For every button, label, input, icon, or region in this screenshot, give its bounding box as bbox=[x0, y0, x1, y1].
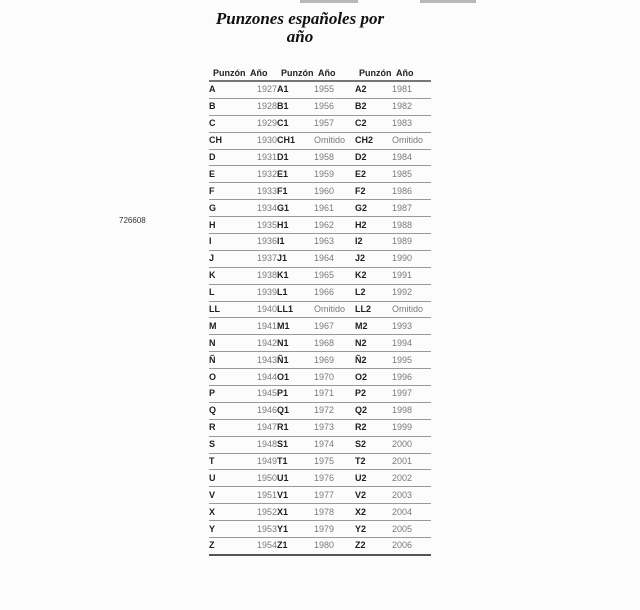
header-punzon: Punzón bbox=[209, 66, 246, 81]
hallmark-letter: D1 bbox=[277, 149, 314, 166]
hallmark-letter: A1 bbox=[277, 81, 314, 98]
hallmark-letter: X2 bbox=[355, 504, 392, 521]
hallmark-year: 1991 bbox=[392, 267, 431, 284]
side-note: 726608 bbox=[119, 216, 146, 225]
hallmark-letter: T1 bbox=[277, 453, 314, 470]
hallmark-year: 1960 bbox=[314, 183, 355, 200]
hallmark-letter: F2 bbox=[355, 183, 392, 200]
hallmark-year: 1938 bbox=[246, 267, 277, 284]
hallmark-year: 1970 bbox=[314, 369, 355, 386]
hallmark-year: 1993 bbox=[392, 318, 431, 335]
hallmark-letter: S2 bbox=[355, 436, 392, 453]
hallmark-year: 1992 bbox=[392, 284, 431, 301]
hallmark-year: Omitido bbox=[392, 132, 431, 149]
hallmark-year: 1977 bbox=[314, 487, 355, 504]
hallmark-letter: H bbox=[209, 217, 246, 234]
hallmark-letter: N2 bbox=[355, 335, 392, 352]
table-header-row bbox=[209, 66, 431, 81]
hallmark-letter: I1 bbox=[277, 234, 314, 251]
hallmark-year: 1967 bbox=[314, 318, 355, 335]
hallmark-letter: B2 bbox=[355, 98, 392, 115]
table-row bbox=[209, 386, 431, 403]
hallmark-year: 1987 bbox=[392, 200, 431, 217]
hallmark-letter: O1 bbox=[277, 369, 314, 386]
hallmark-year: 1983 bbox=[392, 115, 431, 132]
hallmark-year: 2006 bbox=[392, 538, 431, 555]
hallmark-letter: C bbox=[209, 115, 246, 132]
hallmark-letter: M1 bbox=[277, 318, 314, 335]
table-row bbox=[209, 183, 431, 200]
table-row bbox=[209, 234, 431, 251]
hallmark-letter: G1 bbox=[277, 200, 314, 217]
hallmark-letter: B1 bbox=[277, 98, 314, 115]
hallmark-year: 1948 bbox=[246, 436, 277, 453]
table-row bbox=[209, 487, 431, 504]
hallmark-letter: N1 bbox=[277, 335, 314, 352]
hallmark-year: 1975 bbox=[314, 453, 355, 470]
hallmark-year: 1982 bbox=[392, 98, 431, 115]
hallmark-year: 1981 bbox=[392, 81, 431, 98]
hallmark-letter: V2 bbox=[355, 487, 392, 504]
hallmark-year: 1940 bbox=[246, 301, 277, 318]
hallmark-letter: G2 bbox=[355, 200, 392, 217]
table-row bbox=[209, 98, 431, 115]
table-row bbox=[209, 318, 431, 335]
table-row bbox=[209, 521, 431, 538]
hallmark-year: 1953 bbox=[246, 521, 277, 538]
table-row bbox=[209, 81, 431, 98]
hallmark-year: 1965 bbox=[314, 267, 355, 284]
table-row bbox=[209, 301, 431, 318]
header-ano: Año bbox=[314, 66, 355, 81]
table-row bbox=[209, 453, 431, 470]
hallmark-year: 1952 bbox=[246, 504, 277, 521]
hallmark-letter: CH2 bbox=[355, 132, 392, 149]
hallmark-letter: K2 bbox=[355, 267, 392, 284]
hallmark-letter: C2 bbox=[355, 115, 392, 132]
hallmark-year: 1939 bbox=[246, 284, 277, 301]
hallmark-letter: D bbox=[209, 149, 246, 166]
hallmark-letter: S1 bbox=[277, 436, 314, 453]
table-row bbox=[209, 200, 431, 217]
hallmark-year: 1929 bbox=[246, 115, 277, 132]
table-row bbox=[209, 419, 431, 436]
hallmark-letter: CH1 bbox=[277, 132, 314, 149]
table-row bbox=[209, 402, 431, 419]
hallmark-year: 1950 bbox=[246, 470, 277, 487]
hallmark-letter: O bbox=[209, 369, 246, 386]
hallmark-year: 1966 bbox=[314, 284, 355, 301]
hallmark-year: 1989 bbox=[392, 234, 431, 251]
top-edge-mark bbox=[420, 0, 476, 3]
header-ano: Año bbox=[392, 66, 431, 81]
header-punzon: Punzón bbox=[355, 66, 392, 81]
hallmark-letter: R2 bbox=[355, 419, 392, 436]
table-row bbox=[209, 436, 431, 453]
hallmark-letter: Q bbox=[209, 402, 246, 419]
table-row bbox=[209, 352, 431, 369]
hallmark-letter: Ñ bbox=[209, 352, 246, 369]
hallmark-year: 1972 bbox=[314, 402, 355, 419]
table-row bbox=[209, 132, 431, 149]
hallmark-year: 1955 bbox=[314, 81, 355, 98]
table-row bbox=[209, 335, 431, 352]
hallmark-year: 1997 bbox=[392, 386, 431, 403]
table-row bbox=[209, 538, 431, 555]
hallmark-letter: LL1 bbox=[277, 301, 314, 318]
hallmark-year: 1984 bbox=[392, 149, 431, 166]
hallmark-year: 1927 bbox=[246, 81, 277, 98]
hallmark-letter: Ñ2 bbox=[355, 352, 392, 369]
hallmark-letter: M2 bbox=[355, 318, 392, 335]
hallmark-year: 1932 bbox=[246, 166, 277, 183]
hallmark-year: 1933 bbox=[246, 183, 277, 200]
hallmark-letter: H1 bbox=[277, 217, 314, 234]
hallmark-letter: J2 bbox=[355, 250, 392, 267]
hallmark-year: 1957 bbox=[314, 115, 355, 132]
hallmark-year: 1979 bbox=[314, 521, 355, 538]
hallmark-year: 1931 bbox=[246, 149, 277, 166]
hallmark-letter: G bbox=[209, 200, 246, 217]
table-row bbox=[209, 267, 431, 284]
hallmark-year: 2002 bbox=[392, 470, 431, 487]
hallmark-letter: T2 bbox=[355, 453, 392, 470]
hallmark-year: 1962 bbox=[314, 217, 355, 234]
hallmark-letter: LL bbox=[209, 301, 246, 318]
hallmark-letter: C1 bbox=[277, 115, 314, 132]
hallmark-year: 1986 bbox=[392, 183, 431, 200]
hallmark-letter: Y2 bbox=[355, 521, 392, 538]
hallmark-year: 1942 bbox=[246, 335, 277, 352]
table-row bbox=[209, 115, 431, 132]
hallmark-letter: K bbox=[209, 267, 246, 284]
hallmark-year: Omitido bbox=[314, 301, 355, 318]
hallmark-year: 1974 bbox=[314, 436, 355, 453]
hallmark-year: 1978 bbox=[314, 504, 355, 521]
table-row bbox=[209, 217, 431, 234]
hallmark-letter: B bbox=[209, 98, 246, 115]
hallmark-letter: P2 bbox=[355, 386, 392, 403]
hallmark-year: 1961 bbox=[314, 200, 355, 217]
hallmark-letter: L bbox=[209, 284, 246, 301]
hallmark-letter: U1 bbox=[277, 470, 314, 487]
hallmark-year: 1968 bbox=[314, 335, 355, 352]
hallmark-letter: L1 bbox=[277, 284, 314, 301]
hallmark-letter: P1 bbox=[277, 386, 314, 403]
hallmark-letter: LL2 bbox=[355, 301, 392, 318]
table-row bbox=[209, 369, 431, 386]
hallmark-letter: V1 bbox=[277, 487, 314, 504]
hallmark-year: 1990 bbox=[392, 250, 431, 267]
hallmark-letter: Q1 bbox=[277, 402, 314, 419]
hallmark-letter: M bbox=[209, 318, 246, 335]
hallmark-letter: E1 bbox=[277, 166, 314, 183]
hallmark-year: 1985 bbox=[392, 166, 431, 183]
hallmark-year: 1999 bbox=[392, 419, 431, 436]
hallmark-year: 1934 bbox=[246, 200, 277, 217]
hallmark-year: 1937 bbox=[246, 250, 277, 267]
hallmark-letter: E2 bbox=[355, 166, 392, 183]
top-edge-mark bbox=[300, 0, 358, 3]
hallmark-year: 1936 bbox=[246, 234, 277, 251]
hallmark-year: 2005 bbox=[392, 521, 431, 538]
hallmark-letter: Z bbox=[209, 538, 246, 555]
table-row bbox=[209, 470, 431, 487]
hallmark-year: 1943 bbox=[246, 352, 277, 369]
hallmark-year: 1928 bbox=[246, 98, 277, 115]
page-title bbox=[200, 10, 400, 46]
hallmark-year: 1973 bbox=[314, 419, 355, 436]
hallmark-year: 1949 bbox=[246, 453, 277, 470]
title-line-2: año bbox=[286, 27, 314, 46]
hallmark-letter: R bbox=[209, 419, 246, 436]
hallmark-letter: U2 bbox=[355, 470, 392, 487]
hallmark-year: 1996 bbox=[392, 369, 431, 386]
hallmark-letter: Y1 bbox=[277, 521, 314, 538]
hallmark-year: 1995 bbox=[392, 352, 431, 369]
hallmark-letter: V bbox=[209, 487, 246, 504]
hallmark-letter: Ñ1 bbox=[277, 352, 314, 369]
table-row bbox=[209, 250, 431, 267]
hallmark-letter: I2 bbox=[355, 234, 392, 251]
hallmark-year: 1946 bbox=[246, 402, 277, 419]
hallmark-year: 1980 bbox=[314, 538, 355, 555]
hallmark-letter: D2 bbox=[355, 149, 392, 166]
hallmark-letter: T bbox=[209, 453, 246, 470]
hallmark-year: 1998 bbox=[392, 402, 431, 419]
hallmark-letter: X bbox=[209, 504, 246, 521]
hallmark-letter: I bbox=[209, 234, 246, 251]
hallmark-year: 1944 bbox=[246, 369, 277, 386]
hallmark-year: 1971 bbox=[314, 386, 355, 403]
table-row bbox=[209, 149, 431, 166]
hallmark-letter: F1 bbox=[277, 183, 314, 200]
hallmark-year: 1969 bbox=[314, 352, 355, 369]
hallmark-letter: P bbox=[209, 386, 246, 403]
hallmark-letter: Z2 bbox=[355, 538, 392, 555]
hallmark-letter: Q2 bbox=[355, 402, 392, 419]
hallmark-letter: E bbox=[209, 166, 246, 183]
hallmark-year: 1956 bbox=[314, 98, 355, 115]
hallmark-year: Omitido bbox=[392, 301, 431, 318]
hallmark-letter: Y bbox=[209, 521, 246, 538]
hallmark-letter: U bbox=[209, 470, 246, 487]
header-punzon: Punzón bbox=[277, 66, 314, 81]
hallmark-letter: J bbox=[209, 250, 246, 267]
hallmark-year: 1930 bbox=[246, 132, 277, 149]
hallmark-letter: X1 bbox=[277, 504, 314, 521]
table-row bbox=[209, 504, 431, 521]
hallmark-year: 1988 bbox=[392, 217, 431, 234]
hallmark-letter: S bbox=[209, 436, 246, 453]
hallmark-year-table bbox=[209, 66, 431, 556]
hallmark-letter: K1 bbox=[277, 267, 314, 284]
hallmark-year: 2003 bbox=[392, 487, 431, 504]
hallmark-letter: F bbox=[209, 183, 246, 200]
hallmark-letter: O2 bbox=[355, 369, 392, 386]
hallmark-letter: CH bbox=[209, 132, 246, 149]
header-ano: Año bbox=[246, 66, 277, 81]
hallmark-letter: A bbox=[209, 81, 246, 98]
hallmark-year: 1976 bbox=[314, 470, 355, 487]
hallmark-year: 1935 bbox=[246, 217, 277, 234]
hallmark-year: 1959 bbox=[314, 166, 355, 183]
hallmark-year: 1947 bbox=[246, 419, 277, 436]
hallmark-year: Omitido bbox=[314, 132, 355, 149]
table-row bbox=[209, 284, 431, 301]
hallmark-year: 1964 bbox=[314, 250, 355, 267]
hallmark-year: 1963 bbox=[314, 234, 355, 251]
table-row bbox=[209, 166, 431, 183]
hallmark-letter: Z1 bbox=[277, 538, 314, 555]
hallmark-year: 1941 bbox=[246, 318, 277, 335]
hallmark-letter: A2 bbox=[355, 81, 392, 98]
title-line-1: Punzones españoles por bbox=[215, 9, 385, 28]
hallmark-year: 1945 bbox=[246, 386, 277, 403]
hallmark-letter: J1 bbox=[277, 250, 314, 267]
hallmark-year: 2000 bbox=[392, 436, 431, 453]
hallmark-letter: N bbox=[209, 335, 246, 352]
hallmark-year: 2001 bbox=[392, 453, 431, 470]
hallmark-year: 1958 bbox=[314, 149, 355, 166]
hallmark-year: 1994 bbox=[392, 335, 431, 352]
hallmark-year: 1954 bbox=[246, 538, 277, 555]
hallmark-letter: R1 bbox=[277, 419, 314, 436]
hallmark-letter: H2 bbox=[355, 217, 392, 234]
hallmark-letter: L2 bbox=[355, 284, 392, 301]
hallmark-year: 1951 bbox=[246, 487, 277, 504]
hallmark-year: 2004 bbox=[392, 504, 431, 521]
